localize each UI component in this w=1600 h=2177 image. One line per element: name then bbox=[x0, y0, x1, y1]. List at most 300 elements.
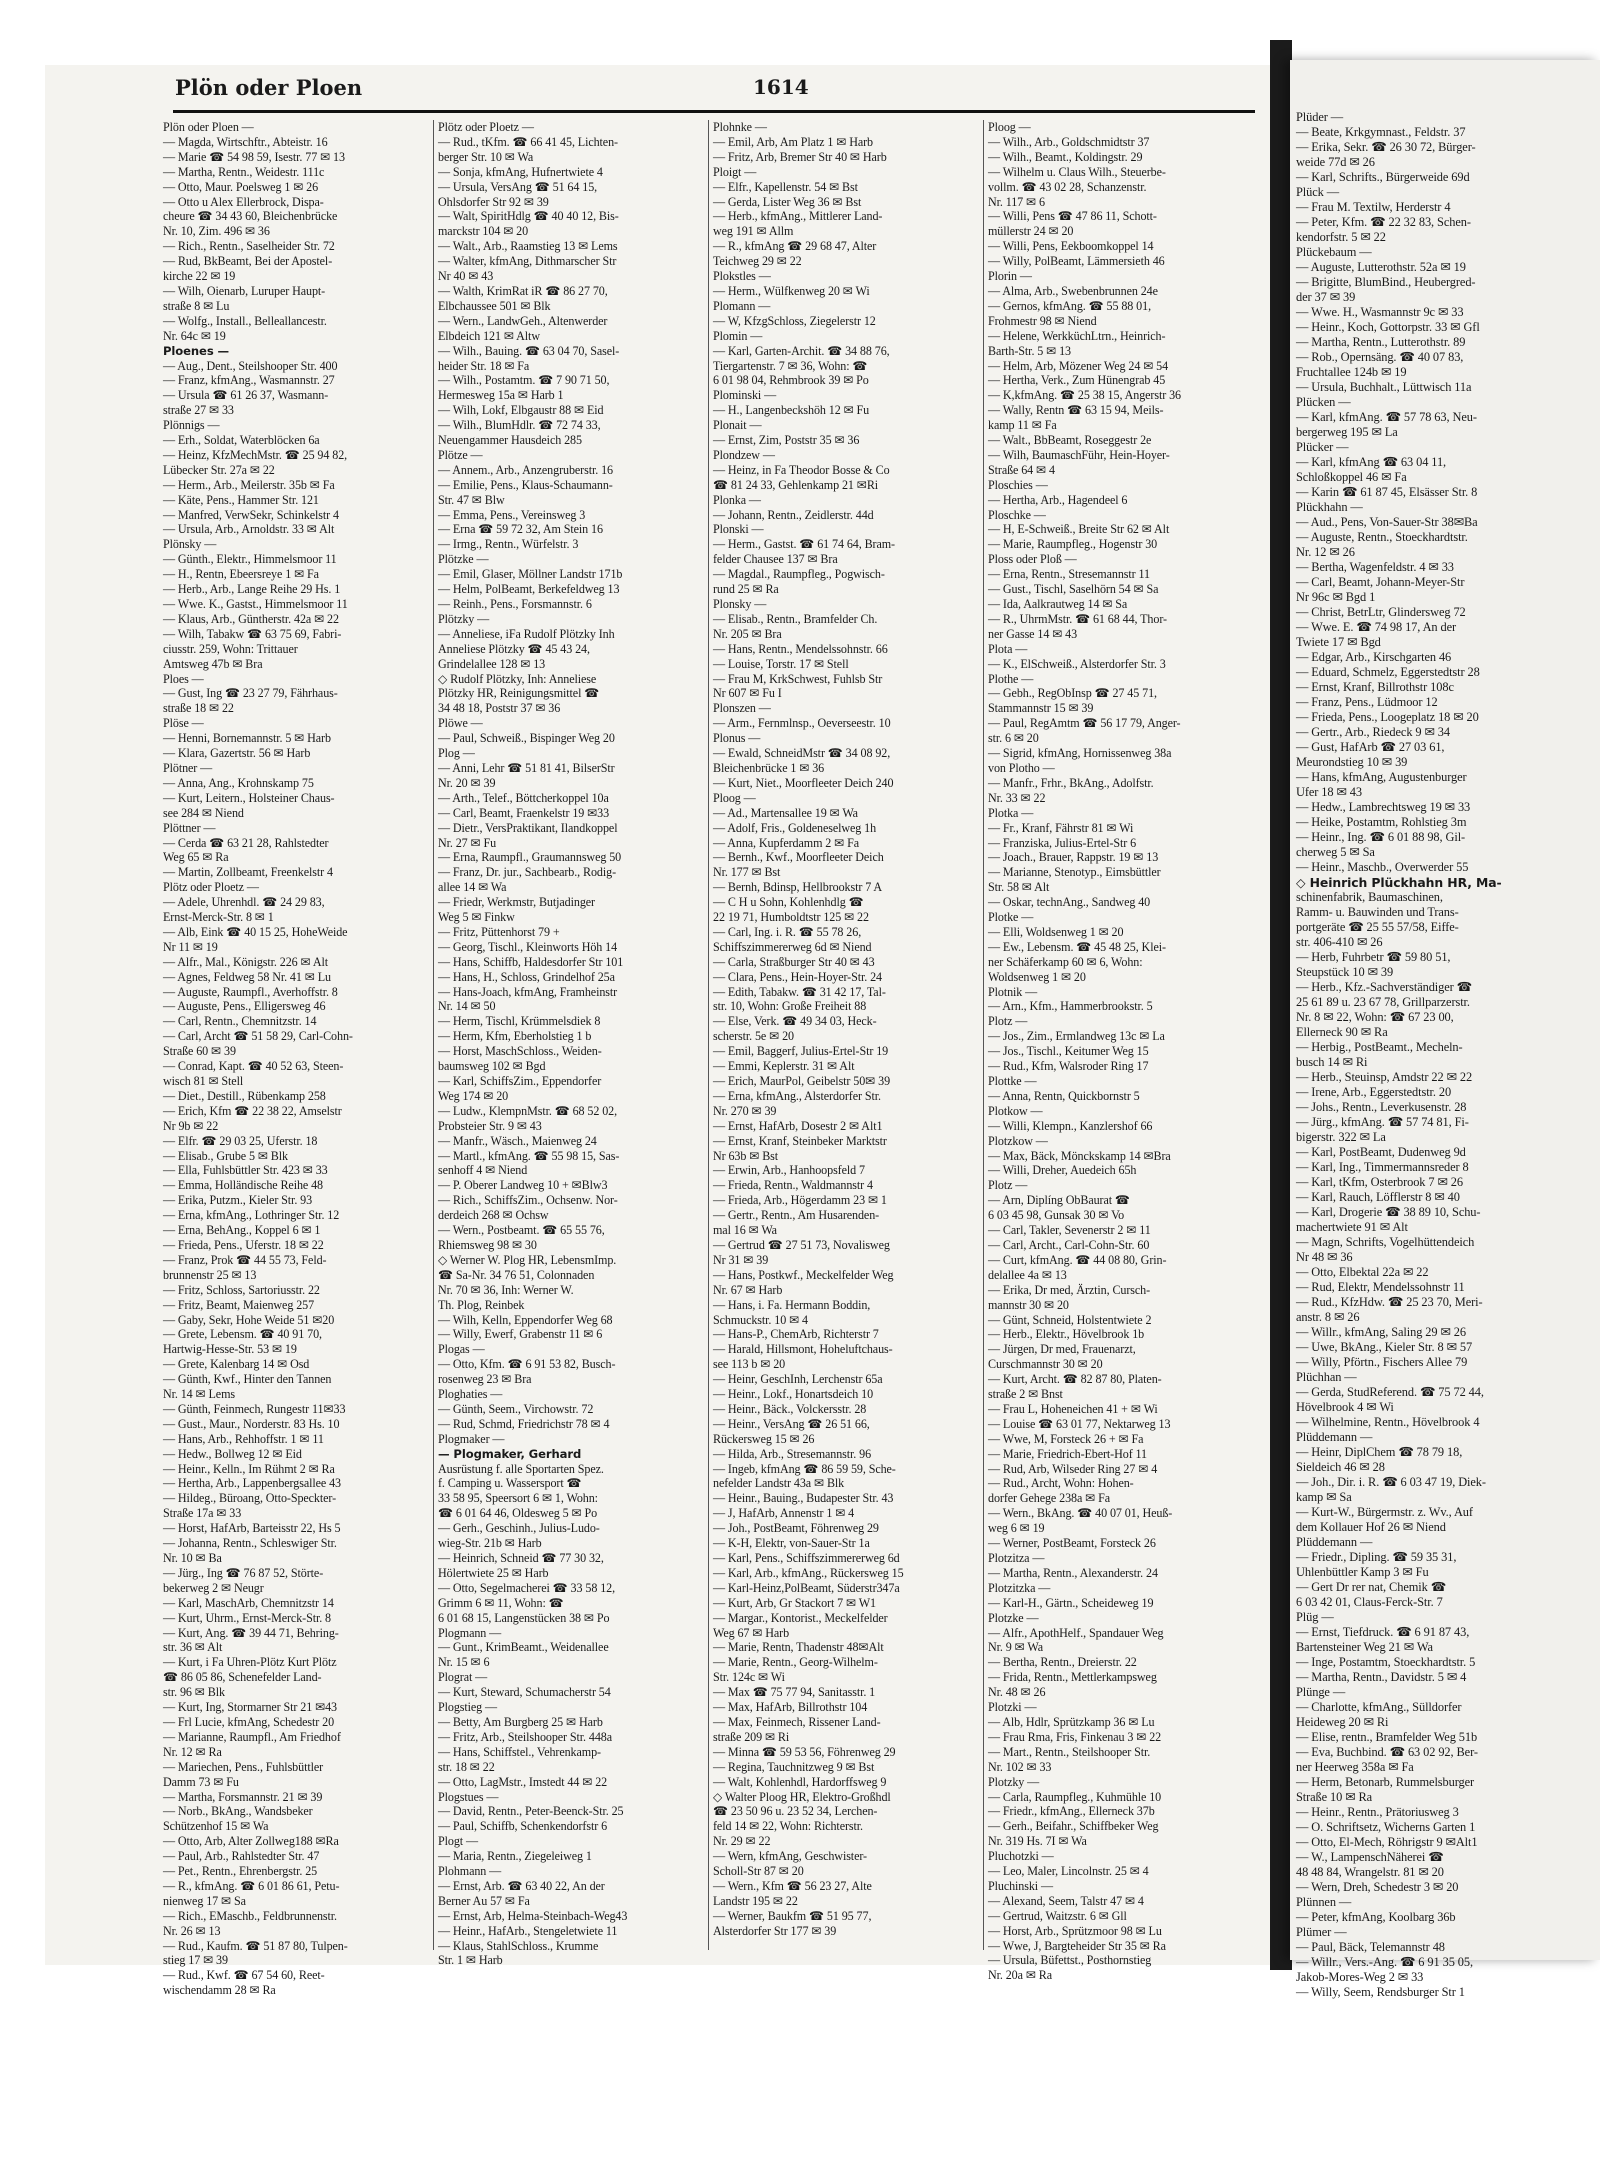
directory-entry-line: Plötzke — bbox=[438, 552, 489, 567]
directory-entry-line: Plothe — bbox=[988, 671, 1034, 686]
directory-entry-line: Fruchtallee 124b ✉ 19 bbox=[1296, 365, 1407, 379]
directory-entry-line: — Gerda, StudReferend. ☎ 75 72 44, bbox=[1296, 1385, 1484, 1399]
directory-entry-line: — Emilie, Pens., Klaus-Schaumann- bbox=[438, 477, 613, 492]
directory-entry-line: — Alb, Eink ☎ 40 15 25, HoheWeide bbox=[163, 924, 348, 939]
directory-entry-line: senhoff 4 ✉ Niend bbox=[438, 1163, 528, 1178]
directory-entry-line: Twiete 17 ✉ Bgd bbox=[1296, 635, 1381, 649]
directory-entry-line: straße 209 ✉ Ri bbox=[713, 1729, 790, 1744]
directory-entry-line: — Otto, Kfm. ☎ 6 91 53 82, Busch- bbox=[438, 1357, 616, 1372]
directory-entry-line: wieg-Str. 21b ✉ Harb bbox=[438, 1536, 542, 1551]
directory-entry-line: Schiffszimmererweg 6d ✉ Niend bbox=[713, 939, 872, 954]
directory-entry-line: — Heinr., Bäck., Volckersstr. 28 bbox=[713, 1401, 867, 1416]
directory-entry-line: berger Str. 10 ✉ Wa bbox=[438, 149, 534, 164]
directory-entry-line: — Adele, Uhrenhdl. ☎ 24 29 83, bbox=[163, 895, 325, 910]
directory-entry-line: 6 01 98 04, Rehmbrook 39 ✉ Po bbox=[713, 373, 869, 388]
directory-entry-line: — Emmi, Keplerstr. 31 ✉ Alt bbox=[713, 1059, 855, 1074]
directory-entry-line: — Conrad, Kapt. ☎ 40 52 63, Steen- bbox=[163, 1059, 344, 1074]
directory-entry-line: — Hans, i. Fa. Hermann Boddin, bbox=[713, 1297, 871, 1312]
directory-entry-line: Schützenhof 15 ✉ Wa bbox=[163, 1819, 269, 1834]
column-1 bbox=[163, 120, 428, 1998]
directory-entry-line: — Gertrud, Waitzstr. 6 ✉ Gll bbox=[988, 1908, 1127, 1923]
directory-entry-line: — Karl, kfmAng. ☎ 57 78 63, Neu- bbox=[1296, 410, 1477, 424]
facing-page-fragment bbox=[1290, 60, 1600, 1999]
directory-entry-line: — Wwe, J, Bargteheider Str 35 ✉ Ra bbox=[988, 1938, 1166, 1953]
directory-entry-line: — Paul, Schiffb, Schenkendorfstr 6 bbox=[438, 1819, 608, 1834]
directory-entry-line: Plotzkow — bbox=[988, 1133, 1048, 1148]
directory-entry-line: — Erh., Soldat, Waterblöcken 6a bbox=[163, 433, 320, 448]
directory-entry-line: Nr 9b ✉ 22 bbox=[163, 1118, 219, 1133]
directory-entry-line: Nr. 10, Zim. 496 ✉ 36 bbox=[163, 224, 270, 239]
directory-entry-line: — Henni, Bornemannstr. 5 ✉ Harb bbox=[163, 731, 331, 746]
directory-entry-line: — Frau L, Hoheneichen 41 + ✉ Wi bbox=[988, 1401, 1158, 1416]
directory-entry-line: Schmuckstr. 10 ✉ 4 bbox=[713, 1312, 809, 1327]
directory-entry-line: — Anneliese, iFa Rudolf Plötzky Inh bbox=[438, 626, 615, 641]
directory-entry-line: — Wilh, Tabakw ☎ 63 75 69, Fabri- bbox=[163, 626, 342, 641]
directory-entry-line: — Carl, Takler, Sevenerstr 2 ✉ 11 bbox=[988, 1223, 1151, 1238]
directory-entry-line: stieg 17 ✉ 39 bbox=[163, 1953, 228, 1968]
directory-entry-line: Plonsky — bbox=[713, 597, 767, 611]
directory-entry-line: — Walter, kfmAng, Dithmarscher Str bbox=[438, 254, 617, 269]
directory-entry-line: — Joach., Brauer, Rappstr. 19 ✉ 13 bbox=[988, 850, 1159, 865]
directory-entry-line: Plomann — bbox=[713, 298, 771, 313]
directory-entry-line: Anneliese Plötzky ☎ 45 43 24, bbox=[438, 641, 590, 656]
directory-entry-line: Tiergartenstr. 7 ✉ 36, Wohn: ☎ bbox=[713, 358, 868, 373]
directory-entry-line: — Wern., BkAng. ☎ 40 07 01, Heuß- bbox=[988, 1506, 1173, 1521]
directory-entry-line: — Franz, Pens., Lüdmoor 12 bbox=[1296, 695, 1438, 709]
directory-entry-line: — Frau M, KrkSchwest, Fuhlsb Str bbox=[713, 671, 883, 686]
directory-entry-line: dorfer Gehege 238a ✉ Fa bbox=[988, 1491, 1111, 1506]
directory-entry-line: — Horst, MaschSchloss., Weiden- bbox=[438, 1044, 602, 1059]
directory-entry-line: ☎ 86 05 86, Schenefelder Land- bbox=[163, 1670, 322, 1685]
directory-entry-line: — Helene, WerkküchLtrn., Heinrich- bbox=[988, 328, 1166, 343]
directory-entry-line: — Gerda, Lister Weg 36 ✉ Bst bbox=[713, 194, 862, 209]
directory-entry-line: — Gunt., KrimBeamt., Weidenallee bbox=[438, 1640, 609, 1655]
directory-entry-line: — Harald, Hillsmont, Hoheluftchaus- bbox=[713, 1342, 893, 1357]
directory-entry-line: — Herb., Elektr., Hövelbrook 1b bbox=[988, 1327, 1145, 1342]
directory-entry-line: nienweg 17 ✉ Sa bbox=[163, 1893, 246, 1908]
directory-entry-line: — Manfr., Wäsch., Maienweg 24 bbox=[438, 1133, 597, 1148]
directory-entry-line: — Erika, Putzm., Kieler Str. 93 bbox=[163, 1193, 313, 1208]
directory-entry-line: — Herm., Arb., Meilerstr. 35b ✉ Fa bbox=[163, 477, 335, 492]
directory-entry-line: — Friedr., kfmAng., Ellerneck 37b bbox=[988, 1804, 1155, 1819]
directory-entry-line: — Walt., Arb., Raamstieg 13 ✉ Lems bbox=[438, 239, 618, 254]
directory-entry-line: — Karl, SchiffsZim., Eppendorfer bbox=[438, 1074, 602, 1088]
directory-entry-line: — Elise, rentn., Bramfelder Weg 51b bbox=[1296, 1730, 1478, 1744]
directory-entry-line: Plötz oder Ploetz — bbox=[163, 880, 259, 895]
directory-entry-line: Plotz — bbox=[988, 1178, 1028, 1193]
directory-entry-line: — K,kfmAng. ☎ 25 38 15, Angerstr 36 bbox=[988, 388, 1181, 403]
directory-entry-line: — Louise ☎ 63 01 77, Nektarweg 13 bbox=[988, 1416, 1171, 1431]
directory-entry-line: — Herm, Tischl, Krümmelsdiek 8 bbox=[438, 1014, 601, 1029]
directory-entry-line: — Günth, Feinmech, Rungestr 11✉33 bbox=[163, 1401, 346, 1416]
directory-entry-line: — Fritz, Beamt, Maienweg 257 bbox=[163, 1297, 315, 1312]
directory-entry-line: — Käte, Pens., Hammer Str. 121 bbox=[163, 492, 319, 507]
directory-entry-line: kamp 11 ✉ Fa bbox=[988, 418, 1057, 433]
directory-entry-line: — Heinr., Bauing., Budapester Str. 43 bbox=[713, 1491, 894, 1506]
directory-entry-line: — Carl, Rentn., Chemnitzstr. 14 bbox=[163, 1014, 317, 1029]
directory-entry-line: Plöse — bbox=[163, 716, 204, 731]
directory-entry-line: — Oskar, technAng., Sandweg 40 bbox=[988, 895, 1151, 910]
directory-entry-line: — Wern., Kfm ☎ 56 23 27, Alte bbox=[713, 1878, 872, 1893]
directory-entry-line: — Karl, Ing., Timmermannsreder 8 bbox=[1296, 1160, 1469, 1174]
directory-entry-line: müllerstr 24 ✉ 20 bbox=[988, 224, 1074, 239]
directory-entry-line: ☎ Sa-Nr. 34 76 51, Colonnaden bbox=[438, 1267, 595, 1282]
directory-entry-line: — Ernst, Zim, Poststr 35 ✉ 36 bbox=[713, 433, 860, 448]
directory-entry-line: — Ursula, VersAng ☎ 51 64 15, bbox=[438, 179, 598, 194]
directory-entry-line: — Gertr., Rentn., Am Husarenden- bbox=[713, 1208, 880, 1223]
directory-entry-line: ner Gasse 14 ✉ 43 bbox=[988, 626, 1078, 641]
directory-entry-line: Probsteier Str. 9 ✉ 43 bbox=[438, 1118, 542, 1133]
directory-entry-line: — Elisab., Rentn., Bramfelder Ch. bbox=[713, 611, 878, 626]
facing-page-column bbox=[1296, 110, 1596, 2000]
directory-entry-line: — Gertr., Arb., Riedeck 9 ✉ 34 bbox=[1296, 725, 1450, 739]
directory-entry-line: — Karl, Pens., Schiffszimmererweg 6d bbox=[713, 1551, 900, 1565]
directory-entry-line: anstr. 8 ✉ 26 bbox=[1296, 1310, 1360, 1324]
directory-entry-line: — Marianne, Raumpfl., Am Friedhof bbox=[163, 1729, 341, 1744]
directory-entry-line: Plotzki — bbox=[988, 1700, 1037, 1715]
directory-entry-line: Berner Au 57 ✉ Fa bbox=[438, 1893, 530, 1908]
directory-entry-line: Ploigt — bbox=[713, 164, 757, 179]
directory-entry-line: Plogas — bbox=[438, 1342, 485, 1357]
directory-entry-line: — Magdal., Raumpfleg., Pogwisch- bbox=[713, 567, 885, 582]
directory-entry-line: Teichweg 29 ✉ 22 bbox=[713, 254, 802, 269]
directory-entry-line: Str. 124c ✉ Wi bbox=[713, 1670, 785, 1685]
directory-entry-line: — R., UhrmMstr. ☎ 61 68 44, Thor- bbox=[988, 611, 1167, 626]
directory-entry-line: — P. Oberer Landweg 10 + ✉Blw3 bbox=[438, 1178, 608, 1193]
directory-entry-line: — Marie, Rentn, Thadenstr 48✉Alt bbox=[713, 1640, 884, 1655]
directory-entry-line: — Fritz, Arb., Steilshooper Str. 448a bbox=[438, 1729, 613, 1744]
directory-entry-line: Plückebaum — bbox=[1296, 245, 1372, 259]
directory-entry-line: — Ernst, Arb, Helma-Steinbach-Weg43 bbox=[438, 1908, 628, 1923]
directory-entry-line: Plotz — bbox=[988, 1014, 1028, 1029]
directory-entry-line: Hartwig-Hesse-Str. 53 ✉ 19 bbox=[163, 1342, 297, 1357]
directory-entry-line: — Karl, PostBeamt, Dudenweg 9d bbox=[1296, 1145, 1466, 1159]
directory-entry-line: cheure ☎ 34 43 60, Bleichenbrücke bbox=[163, 209, 338, 224]
directory-entry-line: straße 27 ✉ 33 bbox=[163, 403, 234, 418]
directory-entry-line: — Carla, Straßburger Str 40 ✉ 43 bbox=[713, 954, 875, 969]
directory-entry-line: see 113 b ✉ 20 bbox=[713, 1357, 786, 1372]
directory-entry-line: — Johann, Rentn., Zeidlerstr. 44d bbox=[713, 507, 874, 522]
directory-entry-line: weide 77d ✉ 26 bbox=[1296, 155, 1375, 169]
directory-entry-line: Plünnen — bbox=[1296, 1895, 1352, 1909]
directory-entry-line: — Adolf, Fris., Goldeneselweg 1h bbox=[713, 820, 877, 835]
directory-entry-line: — Erika, Sekr. ☎ 26 30 72, Bürger- bbox=[1296, 140, 1476, 154]
directory-entry-line: busch 14 ✉ Ri bbox=[1296, 1055, 1368, 1069]
directory-entry-line: — Hans, Arb., Rehhoffstr. 1 ✉ 11 bbox=[163, 1431, 324, 1446]
directory-entry-line: — Johanna, Rentn., Schleswiger Str. bbox=[163, 1536, 337, 1551]
directory-entry-line: — Heinr., Ing. ☎ 6 01 88 98, Gil- bbox=[1296, 830, 1466, 844]
directory-entry-line: — Elli, Woldsenweg 1 ✉ 20 bbox=[988, 924, 1124, 939]
directory-entry-line: mal 16 ✉ Wa bbox=[713, 1223, 777, 1238]
directory-entry-line: — Heinrich, Schneid ☎ 77 30 32, bbox=[438, 1551, 604, 1565]
directory-entry-line: Plückhahn — bbox=[1296, 500, 1363, 514]
directory-entry-line: — Ewald, SchneidMstr ☎ 34 08 92, bbox=[713, 746, 891, 761]
directory-entry-line: — Wilh., Arb., Goldschmidtstr 37 bbox=[988, 134, 1150, 149]
directory-entry-line: machertwiete 91 ✉ Alt bbox=[1296, 1220, 1408, 1234]
directory-entry-line: Nr. 26 ✉ 13 bbox=[163, 1923, 221, 1938]
directory-entry-line: Nr. 319 Hs. 7I ✉ Wa bbox=[988, 1834, 1087, 1849]
directory-entry-line: — Edith, Tabakw. ☎ 31 42 17, Tal- bbox=[713, 984, 886, 999]
directory-entry-line: — Curt, kfmAng. ☎ 44 08 80, Grin- bbox=[988, 1252, 1167, 1267]
directory-entry-line: — Wilh., Bauing. ☎ 63 04 70, Sasel- bbox=[438, 343, 620, 358]
directory-entry-line: — R., kfmAng ☎ 29 68 47, Alter bbox=[713, 239, 877, 254]
directory-entry-line: — Martha, Rentn., Weidestr. 111c bbox=[163, 164, 325, 179]
directory-entry-line: — Wilh., Beamt., Koldingstr. 29 bbox=[988, 149, 1143, 164]
directory-entry-line: — Willr., Vers.-Ang. ☎ 6 91 35 05, bbox=[1296, 1955, 1473, 1969]
directory-entry-line: — Wilh., Postamtm. ☎ 7 90 71 50, bbox=[438, 373, 610, 388]
directory-entry-line: — Martha, Rentn., Alexanderstr. 24 bbox=[988, 1565, 1158, 1580]
directory-entry-line: — Marie ☎ 54 98 59, Isestr. 77 ✉ 13 bbox=[163, 149, 345, 164]
directory-entry-line: — Auguste, Lutterothstr. 52a ✉ 19 bbox=[1296, 260, 1466, 274]
directory-entry-line: — Willi, Dreher, Auedeich 65h bbox=[988, 1163, 1137, 1178]
directory-entry-line: Plondzew — bbox=[713, 447, 775, 462]
directory-entry-line: rund 25 ✉ Ra bbox=[713, 582, 779, 597]
directory-entry-line: — Heike, Postamtm, Rohlstieg 3m bbox=[1296, 815, 1467, 829]
directory-entry-line: — Franz, kfmAng., Wasmannstr. 27 bbox=[163, 373, 335, 388]
directory-entry-line: Plogt — bbox=[438, 1834, 478, 1849]
directory-entry-line: — Jürg., kfmAng. ☎ 57 74 81, Fi- bbox=[1296, 1115, 1469, 1129]
directory-entry-line: Ploes — bbox=[163, 671, 204, 686]
directory-entry-line: — Elfr. ☎ 29 03 25, Uferstr. 18 bbox=[163, 1133, 318, 1148]
directory-entry-line: — Elisab., Grube 5 ✉ Blk bbox=[163, 1148, 288, 1163]
directory-entry-line: — Frida, Rentn., Mettlerkampsweg bbox=[988, 1670, 1157, 1685]
directory-entry-line: — Willi, Klempn., Kanzlershof 66 bbox=[988, 1118, 1153, 1133]
directory-entry-line: — Ingeb, kfmAng ☎ 86 59 59, Sche- bbox=[713, 1461, 896, 1476]
directory-entry-line: — Friedr., Dipling. ☎ 59 35 31, bbox=[1296, 1550, 1457, 1564]
directory-entry-line: — Heinr., HafArb., Stengeletwiete 11 bbox=[438, 1923, 618, 1938]
directory-entry-line: — Rud, BkBeamt, Bei der Apostel- bbox=[163, 254, 333, 269]
directory-entry-line: Nr. 12 ✉ Ra bbox=[163, 1744, 222, 1759]
directory-entry-line: — Cerda ☎ 63 21 28, Rahlstedter bbox=[163, 835, 329, 850]
directory-entry-line: bekerweg 2 ✉ Neugr bbox=[163, 1580, 264, 1595]
directory-entry-line: — Gertrud ☎ 27 51 73, Novalisweg bbox=[713, 1237, 890, 1252]
directory-entry-line: — Karl, Drogerie ☎ 38 89 10, Schu- bbox=[1296, 1205, 1481, 1219]
directory-entry-line: Plogstieg — bbox=[438, 1700, 498, 1715]
column-divider bbox=[983, 120, 984, 1950]
directory-entry-line: — Frieda, Pens., Loogeplatz 18 ✉ 20 bbox=[1296, 710, 1479, 724]
directory-entry-line: — Dietr., VersPraktikant, Ilandkoppel bbox=[438, 820, 618, 835]
directory-entry-line: Plöttner — bbox=[163, 820, 216, 835]
directory-entry-line: Nr. 14 ✉ Lems bbox=[163, 1387, 235, 1402]
directory-entry-line: — Wilhelmine, Rentn., Hövelbrook 4 bbox=[1296, 1415, 1480, 1429]
directory-entry-line: — Erika, Dr med, Ärztin, Cursch- bbox=[988, 1282, 1151, 1297]
directory-entry-line: — Marianne, Stenotyp., Eimsbüttler bbox=[988, 865, 1161, 880]
directory-entry-line: — Heinr., Maschb., Overwerder 55 bbox=[1296, 860, 1469, 874]
directory-entry-line: — Kurt, Leitern., Holsteiner Chaus- bbox=[163, 790, 335, 805]
directory-entry-line: — Frieda, Pens., Uferstr. 18 ✉ 22 bbox=[163, 1237, 324, 1252]
directory-entry-line: Weg 67 ✉ Harb bbox=[713, 1625, 790, 1640]
directory-entry-line: — J, HafArb, Annenstr 1 ✉ 4 bbox=[713, 1506, 855, 1521]
directory-entry-line: — Günth, Seem., Virchowstr. 72 bbox=[438, 1401, 594, 1416]
directory-entry-line: Plohmann — bbox=[438, 1864, 502, 1879]
directory-entry-line: — Herb., Steuinsp, Amdstr 22 ✉ 22 bbox=[1296, 1070, 1473, 1084]
directory-entry-line: Alsterdorfer Str 177 ✉ 39 bbox=[713, 1923, 837, 1938]
directory-entry-line: — Minna ☎ 59 53 56, Föhrenweg 29 bbox=[713, 1744, 896, 1759]
directory-entry-line: — Kurt, Steward, Schumacherstr 54 bbox=[438, 1685, 611, 1700]
directory-entry-line: Weg 174 ✉ 20 bbox=[438, 1088, 509, 1103]
directory-entry-line: Plötzky HR, Reinigungsmittel ☎ bbox=[438, 686, 600, 701]
directory-entry-line: — Karl, Arb., kfmAng., Rückersweg 15 bbox=[713, 1565, 904, 1580]
directory-entry-line: — Hans, H., Schloss, Grindelhof 25a bbox=[438, 969, 615, 984]
directory-entry-line: — Hans, Rentn., Mendelssohnstr. 66 bbox=[713, 641, 888, 656]
directory-entry-line: — Marie, Raumpfleg., Hogenstr 30 bbox=[988, 537, 1158, 552]
directory-entry-line: — Leo, Maler, Lincolnstr. 25 ✉ 4 bbox=[988, 1864, 1149, 1879]
directory-entry-line: — Werner, Baukfm ☎ 51 95 77, bbox=[713, 1908, 872, 1923]
directory-entry-line: Weg 65 ✉ Ra bbox=[163, 850, 229, 865]
directory-entry-line: — Diet., Destill., Rübenkamp 258 bbox=[163, 1088, 326, 1103]
directory-entry-line: — Martha, Forsmannstr. 21 ✉ 39 bbox=[163, 1789, 323, 1804]
directory-entry-line: — Johs., Rentn., Leverkusenstr. 28 bbox=[1296, 1100, 1467, 1114]
directory-entry-line: — Magn, Schrifts, Vogelhüttendeich bbox=[1296, 1235, 1475, 1249]
directory-entry-line: — Ursula, Büfettst., Posthornstieg bbox=[988, 1953, 1152, 1968]
directory-entry-line: — Emil, Glaser, Möllner Landstr 171b bbox=[438, 567, 623, 582]
directory-entry-line: ☎ 23 50 96 u. 23 52 34, Lerchen- bbox=[713, 1804, 878, 1819]
directory-entry-line: Plotka — bbox=[988, 805, 1034, 820]
directory-entry-line: rosenweg 23 ✉ Bra bbox=[438, 1372, 532, 1387]
directory-entry-line: — Fritz, Arb, Bremer Str 40 ✉ Harb bbox=[713, 149, 887, 164]
directory-entry-line: Ernst-Merck-Str. 8 ✉ 1 bbox=[163, 910, 274, 925]
directory-entry-line: — Bertha, Rentn., Dreierstr. 22 bbox=[988, 1655, 1137, 1670]
column-divider bbox=[433, 120, 434, 1950]
directory-entry-line: bergerweg 195 ✉ La bbox=[1296, 425, 1398, 439]
directory-entry-line: — K., ElSchweiß., Alsterdorfer Str. 3 bbox=[988, 656, 1166, 671]
directory-entry-line: — Kurt, Ing, Stormarner Str 21 ✉43 bbox=[163, 1700, 338, 1715]
directory-entry-line: — Rud., Kwf. ☎ 67 54 60, Reet- bbox=[163, 1968, 325, 1983]
directory-entry-line: — Karl, kfmAng ☎ 63 04 11, bbox=[1296, 455, 1447, 469]
directory-entry-line: — Gerh., Geschinh., Julius-Ludo- bbox=[438, 1521, 600, 1536]
directory-entry-line: weg 6 ✉ 19 bbox=[988, 1521, 1045, 1536]
directory-entry-line: Nr 11 ✉ 19 bbox=[163, 939, 218, 954]
directory-entry-line: — Margar., Kontorist., Meckelfelder bbox=[713, 1610, 888, 1625]
directory-entry-line: str. 18 ✉ 22 bbox=[438, 1759, 495, 1774]
directory-entry-line: — Gust, HafArb ☎ 27 03 61, bbox=[1296, 740, 1445, 754]
directory-entry-line: Plücker — bbox=[1296, 440, 1349, 454]
directory-entry-line: — Carl, Beamt, Johann-Meyer-Str bbox=[1296, 575, 1465, 589]
directory-entry-line: — Fritz, Schloss, Sartoriusstr. 22 bbox=[163, 1282, 320, 1297]
directory-entry-line: — Alexand, Seem, Talstr 47 ✉ 4 bbox=[988, 1893, 1144, 1908]
directory-entry-line: Plön oder Ploen — bbox=[163, 120, 254, 134]
directory-entry-line: — Louise, Torstr. 17 ✉ Stell bbox=[713, 656, 849, 671]
directory-entry-line: Str. 1 ✉ Harb bbox=[438, 1953, 503, 1968]
directory-entry-line: — Heinr, DiplChem ☎ 78 79 18, bbox=[1296, 1445, 1463, 1459]
directory-entry-line: Plogmaker — bbox=[438, 1431, 505, 1446]
directory-entry-line: str. 10, Wohn: Große Freiheit 88 bbox=[713, 999, 867, 1014]
directory-entry-line: — Wern., LandwGeh., Altenwerder bbox=[438, 313, 608, 328]
directory-entry-line: — Ernst, Kranf, Billrothstr 108c bbox=[1296, 680, 1454, 694]
directory-entry-line: Str. 47 ✉ Blw bbox=[438, 492, 505, 507]
directory-entry-line: — Anna, Rentn, Quickbornstr 5 bbox=[988, 1088, 1140, 1103]
directory-entry-line: — Inge, Postamtm, Stoeckhardtstr. 5 bbox=[1296, 1655, 1476, 1669]
directory-entry-line: mannstr 30 ✉ 20 bbox=[988, 1297, 1069, 1312]
directory-entry-line: — Walt., BbBeamt, Roseggestr 2e bbox=[988, 433, 1152, 448]
directory-entry-line: Nr. 9 ✉ Wa bbox=[988, 1640, 1043, 1655]
directory-entry-line: Damm 73 ✉ Fu bbox=[163, 1774, 239, 1789]
directory-entry-line: — Betty, Am Burgberg 25 ✉ Harb bbox=[438, 1714, 603, 1729]
directory-entry-line: Plonszen — bbox=[713, 701, 771, 716]
directory-entry-line: — Jürg., Ing ☎ 76 87 52, Störte- bbox=[163, 1565, 324, 1580]
directory-entry-line: Plüddemann — bbox=[1296, 1430, 1373, 1444]
directory-entry-line: — Mart., Rentn., Steilshooper Str. bbox=[988, 1744, 1151, 1759]
directory-entry-line: — Kurt, i Fa Uhren-Plötz Kurt Plötz bbox=[163, 1655, 337, 1670]
directory-entry-line: ciusstr. 259, Wohn: Trittauer bbox=[163, 641, 298, 656]
directory-entry-line: — Carl, Beamt, Fraenkelstr 19 ✉33 bbox=[438, 805, 610, 820]
directory-entry-line: — Werner, PostBeamt, Forsteck 26 bbox=[988, 1536, 1156, 1551]
header-rule bbox=[173, 110, 1255, 113]
directory-entry-line: — Emil, Arb, Am Platz 1 ✉ Harb bbox=[713, 134, 873, 149]
directory-entry-line: Plötz oder Ploetz — bbox=[438, 120, 534, 134]
directory-entry-line: — Brigitte, BlumBind., Heubergred- bbox=[1296, 275, 1476, 289]
directory-entry-line: wisch 81 ✉ Stell bbox=[163, 1074, 244, 1088]
directory-entry-line: — Karl, Rauch, Löfflerstr 8 ✉ 40 bbox=[1296, 1190, 1460, 1204]
directory-entry-line: — Erna ☎ 59 72 32, Am Stein 16 bbox=[438, 522, 603, 537]
directory-entry-line: — Frieda, Arb., Högerdamm 23 ✉ 1 bbox=[713, 1193, 887, 1208]
directory-entry-line: Plücken — bbox=[1296, 395, 1351, 409]
directory-entry-line: — Martha, Rentn., Lutterothstr. 89 bbox=[1296, 335, 1466, 349]
directory-entry-line: — Jos., Zim., Ermlandweg 13c ✉ La bbox=[988, 1029, 1165, 1044]
directory-entry-line: — Heinr., Koch, Gottorpstr. 33 ✉ Gfl bbox=[1296, 320, 1480, 334]
directory-entry-line: marckstr 104 ✉ 20 bbox=[438, 224, 529, 239]
directory-entry-line: — Hertha, Arb., Hagendeel 6 bbox=[988, 492, 1128, 507]
directory-entry-line: — Agnes, Feldweg 58 Nr. 41 ✉ Lu bbox=[163, 969, 331, 984]
directory-entry-line: Plota — bbox=[988, 641, 1028, 656]
directory-entry-line: — Mariechen, Pens., Fuhlsbüttler bbox=[163, 1759, 324, 1774]
directory-entry-line: — Ursula ☎ 61 26 37, Wasmann- bbox=[163, 388, 329, 403]
directory-entry-line: derdeich 268 ✉ Ochsw bbox=[438, 1208, 549, 1223]
directory-entry-line: Plück — bbox=[1296, 185, 1340, 199]
directory-entry-line: — Karl, tKfm, Osterbrook 7 ✉ 26 bbox=[1296, 1175, 1463, 1189]
directory-entry-line: Plokstles — bbox=[713, 269, 771, 284]
directory-entry-line: f. Camping u. Wassersport ☎ bbox=[438, 1476, 582, 1491]
directory-entry-line: Plotzitza — bbox=[988, 1551, 1045, 1565]
directory-entry-line: — Otto, Elbektal 22a ✉ 22 bbox=[1296, 1265, 1429, 1279]
directory-entry-line: — Willy, PolBeamt, Lämmersieth 46 bbox=[988, 254, 1165, 269]
directory-entry-line: — Rud, Schmd, Friedrichstr 78 ✉ 4 bbox=[438, 1416, 610, 1431]
directory-entry-line: Uhlenbüttler Kamp 3 ✉ Fu bbox=[1296, 1565, 1429, 1579]
directory-entry-line: 6 01 68 15, Langenstücken 38 ✉ Po bbox=[438, 1610, 610, 1625]
directory-entry-line: — Karl-H., Gärtn., Scheideweg 19 bbox=[988, 1595, 1154, 1610]
directory-entry-line: Nr. 64c ✉ 19 bbox=[163, 328, 226, 343]
directory-entry-line: — Max, Feinmech, Rissener Land- bbox=[713, 1714, 881, 1729]
directory-entry-line: Hövelbrook 4 ✉ Wi bbox=[1296, 1400, 1394, 1414]
directory-entry-line: — Karin ☎ 61 87 45, Elsässer Str. 8 bbox=[1296, 485, 1478, 499]
directory-entry-line: — H., Rentn, Ebeersreye 1 ✉ Fa bbox=[163, 567, 319, 582]
directory-entry-line: straße 8 ✉ Lu bbox=[163, 298, 230, 313]
directory-entry-line: — Auguste, Pens., Elligersweg 46 bbox=[163, 999, 326, 1014]
directory-entry-line: — Karl, MaschArb, Chemnitzstr 14 bbox=[163, 1595, 334, 1610]
directory-entry-line: — Wwe. E. ☎ 74 98 17, An der bbox=[1296, 620, 1457, 634]
directory-entry-line: — Wilh, Lokf, Elbgaustr 88 ✉ Eid bbox=[438, 403, 604, 418]
directory-entry-line: Steupstück 10 ✉ 39 bbox=[1296, 965, 1394, 979]
directory-entry-line: dem Kollauer Hof 26 ✉ Niend bbox=[1296, 1520, 1446, 1534]
directory-entry-line: Plüchhan — bbox=[1296, 1370, 1357, 1384]
directory-entry-line: — Rich., EMaschb., Feldbrunnenstr. bbox=[163, 1908, 337, 1923]
directory-entry-line: kirche 22 ✉ 19 bbox=[163, 269, 236, 284]
directory-entry-line: straße 2 ✉ Bnst bbox=[988, 1387, 1063, 1402]
directory-entry-line: wischendamm 28 ✉ Ra bbox=[163, 1983, 276, 1998]
directory-entry-line: — Manfr., Frhr., BkAng., Adolfstr. bbox=[988, 775, 1154, 790]
directory-entry-line: Plötzky — bbox=[438, 611, 490, 626]
directory-entry-line: — Georg, Tischl., Kleinworts Höh 14 bbox=[438, 939, 618, 954]
directory-entry-line: Bartensteiner Weg 21 ✉ Wa bbox=[1296, 1640, 1433, 1654]
directory-entry-line: — Hilda, Arb., Stresemannstr. 96 bbox=[713, 1446, 872, 1461]
directory-entry-line: — Carl, Archt., Carl-Cohn-Str. 60 bbox=[988, 1237, 1150, 1252]
column-4 bbox=[988, 120, 1253, 1983]
directory-entry-line: — Hans, Schiffb, Haldesdorfer Str 101 bbox=[438, 954, 624, 969]
directory-entry-line: Plogmann — bbox=[438, 1625, 502, 1640]
directory-entry-line: — Clara, Pens., Hein-Hoyer-Str. 24 bbox=[713, 969, 883, 984]
directory-entry-line: — Herb., Kfz.-Sachverständiger ☎ bbox=[1296, 980, 1473, 994]
directory-entry-line: — Gust., Tischl, Saselhörn 54 ✉ Sa bbox=[988, 582, 1159, 597]
